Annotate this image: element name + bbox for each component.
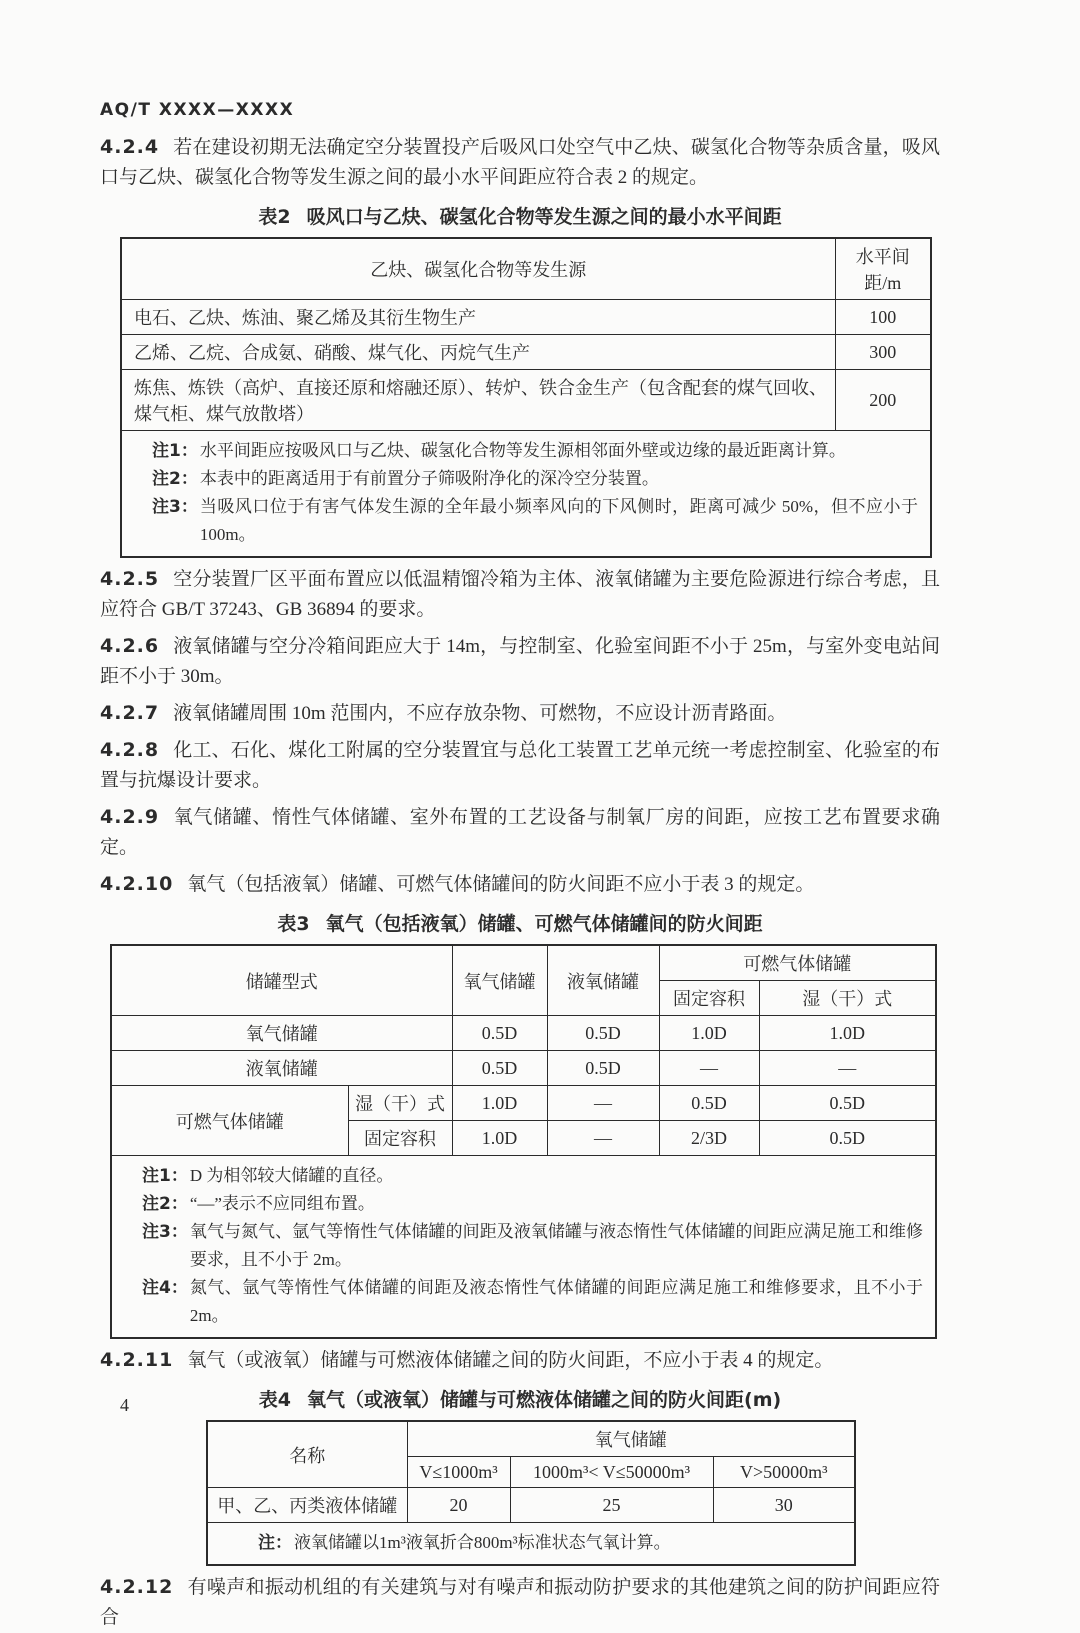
table3-cell: 1.0D (452, 1121, 547, 1156)
table3-caption-text: 氧气（包括液氧）储罐、可燃气体储罐间的防火间距 (325, 913, 763, 935)
note-text: “—”表示不应同组布置。 (189, 1194, 375, 1213)
note-text: D 为相邻较大储罐的直径。 (189, 1166, 394, 1185)
table-note (142, 1190, 923, 1218)
table3-cell: 0.5D (452, 1016, 547, 1051)
table-row (111, 1016, 936, 1051)
note-text: 水平间距应按吸风口与乙炔、碳氢化合物等发生源相邻面外壁或边缘的最近距离计算。 (199, 441, 846, 460)
table2-cell-distance: 200 (835, 370, 931, 431)
clause-text: 空分装置厂区平面布置应以低温精馏冷箱为主体、液氧储罐为主要危险源进行综合考虑，且应符合 GB/T 37243、GB 36894 的要求。 (100, 569, 940, 620)
table3-cell: 0.5D (547, 1051, 659, 1086)
table3-header-lox: 液氧储罐 (547, 945, 659, 1016)
table3-header-wetdry: 湿（干）式 (759, 981, 936, 1016)
table3-cell: 1.0D (452, 1086, 547, 1121)
clause-number: 4.2.8 (100, 739, 160, 761)
table-row (111, 1051, 936, 1086)
table3-cell: 0.5D (759, 1086, 936, 1121)
table2-cell-distance: 300 (835, 335, 931, 370)
note-text: 氧气与氮气、氩气等惰性气体储罐的间距及液氧储罐与液态惰性气体储罐的间距应满足施工和维修要求，且不小于 2m。 (189, 1222, 923, 1269)
clause-4-2-5 (100, 564, 940, 625)
table3-caption-label: 表3 (277, 913, 310, 935)
table-note (258, 1529, 842, 1557)
table4-header-oxygen: 氧气储罐 (407, 1421, 855, 1457)
note-label: 注3： (142, 1222, 188, 1242)
clause-text: 液氧储罐周围 10m 范围内，不应存放杂物、可燃物，不应设计沥青路面。 (173, 703, 787, 724)
table4-cell: 20 (407, 1488, 510, 1523)
table-4 (206, 1420, 856, 1566)
clause-text: 氧气储罐、惰性气体储罐、室外布置的工艺设备与制氧厂房的间距，应按工艺布置要求确定。 (100, 807, 940, 858)
table3-cell: — (547, 1121, 659, 1156)
table3-row-label: 氧气储罐 (111, 1016, 452, 1051)
table-note (152, 437, 918, 465)
note-label: 注4： (142, 1278, 188, 1298)
clause-4-2-10 (100, 869, 940, 900)
note-text: 本表中的距离适用于有前置分子筛吸附净化的深冷空分装置。 (199, 469, 659, 488)
table2-cell-source: 炼焦、炼铁（高炉、直接还原和熔融还原）、转炉、铁合金生产（包含配套的煤气回收、煤气柜、煤气放散塔） (121, 370, 835, 431)
clause-number: 4.2.5 (100, 568, 160, 590)
note-text: 当吸风口位于有害气体发生源的全年最小频率风向的下风侧时，距离可减少 50%，但不应小于 100m。 (199, 497, 918, 544)
table2-cell-source: 电石、乙炔、炼油、聚乙烯及其衍生物生产 (121, 300, 835, 335)
note-label: 注1： (142, 1166, 188, 1186)
table4-caption (100, 1388, 940, 1412)
table2-caption-text: 吸风口与乙炔、碳氢化合物等发生源之间的最小水平间距 (306, 206, 782, 228)
table2-cell-source: 乙烯、乙烷、合成氨、硝酸、煤气化、丙烷气生产 (121, 335, 835, 370)
clause-number: 4.2.4 (100, 136, 160, 158)
note-label: 注3： (152, 497, 198, 517)
table3-row-sublabel: 湿（干）式 (348, 1086, 452, 1121)
clause-4-2-4 (100, 132, 940, 193)
table-2 (120, 237, 932, 558)
clause-text: 氧气（或液氧）储罐与可燃液体储罐之间的防火间距，不应小于表 4 的规定。 (187, 1350, 834, 1371)
table3-header-flammable: 可燃气体储罐 (659, 945, 936, 981)
table3-cell: — (547, 1086, 659, 1121)
clause-number: 4.2.7 (100, 702, 160, 724)
table2-notes-cell (121, 431, 931, 558)
clause-number: 4.2.6 (100, 635, 160, 657)
table2-header-source: 乙炔、碳氢化合物等发生源 (121, 238, 835, 300)
table4-caption-label: 表4 (258, 1389, 292, 1411)
table2-caption (100, 205, 940, 229)
table-row (121, 300, 931, 335)
table2-cell-distance: 100 (835, 300, 931, 335)
table4-header-v3: V>50000m³ (713, 1457, 855, 1488)
table4-header-v2: 1000m³< V≤50000m³ (510, 1457, 713, 1488)
table3-cell: 0.5D (547, 1016, 659, 1051)
clause-text: 有噪声和振动机组的有关建筑与对有噪声和振动防护要求的其他建筑之间的防护间距应符合 (100, 1577, 940, 1628)
table3-cell: 0.5D (759, 1121, 936, 1156)
clause-number: 4.2.9 (100, 806, 160, 828)
table3-header-oxygen: 氧气储罐 (452, 945, 547, 1016)
table-note (142, 1274, 923, 1330)
clause-text: 液氧储罐与空分冷箱间距应大于 14m，与控制室、化验室间距不小于 25m，与室外变电站间距不小于 30m。 (100, 636, 940, 687)
note-text: 氮气、氩气等惰性气体储罐的间距及液态惰性气体储罐的间距应满足施工和维修要求，且不小于 2m。 (189, 1278, 923, 1325)
clause-number: 4.2.11 (100, 1349, 174, 1371)
table2-caption-label: 表2 (258, 206, 291, 228)
clause-4-2-8 (100, 735, 940, 796)
table4-caption-text: 氧气（或液氧）储罐与可燃液体储罐之间的防火间距(m) (307, 1389, 782, 1411)
table3-row-label: 液氧储罐 (111, 1051, 452, 1086)
table3-header-type: 储罐型式 (111, 945, 452, 1016)
note-label: 注： (258, 1533, 292, 1553)
clause-number: 4.2.10 (100, 873, 174, 895)
table4-header-name: 名称 (207, 1421, 407, 1488)
table3-cell: 1.0D (659, 1016, 759, 1051)
table4-header-v1: V≤1000m³ (407, 1457, 510, 1488)
table3-cell: 0.5D (452, 1051, 547, 1086)
clause-text: 若在建设初期无法确定空分装置投产后吸风口处空气中乙炔、碳氢化合物等杂质含量，吸风口与乙炔、碳氢化合物等发生源之间的最小水平间距应符合表 2 的规定。 (100, 137, 940, 188)
table-row (121, 335, 931, 370)
note-label: 注2： (142, 1194, 188, 1214)
table3-notes-cell (111, 1156, 936, 1339)
table4-notes-cell (207, 1523, 855, 1566)
page-number: 4 (120, 1395, 129, 1415)
table4-cell: 30 (713, 1488, 855, 1523)
table4-header-row (207, 1421, 855, 1457)
table3-header-row (111, 945, 936, 981)
table2-header-distance: 水平间距/m (835, 238, 931, 300)
clause-4-2-12 (100, 1572, 940, 1633)
table3-caption (100, 912, 940, 936)
note-text: 液氧储罐以1m³液氧折合800m³标准状态气氧计算。 (294, 1533, 671, 1552)
table4-row-name: 甲、乙、丙类液体储罐 (207, 1488, 407, 1523)
table2-notes-row (121, 431, 931, 558)
table-row (111, 1086, 936, 1121)
table-note (142, 1162, 923, 1190)
table3-row-group: 可燃气体储罐 (111, 1086, 348, 1156)
clause-4-2-7 (100, 698, 940, 729)
note-label: 注1： (152, 441, 198, 461)
table3-cell: 2/3D (659, 1121, 759, 1156)
clause-4-2-6 (100, 631, 940, 692)
clause-4-2-9 (100, 802, 940, 863)
table3-cell: 1.0D (759, 1016, 936, 1051)
table3-cell: 0.5D (659, 1086, 759, 1121)
table4-cell: 25 (510, 1488, 713, 1523)
table3-header-fixed: 固定容积 (659, 981, 759, 1016)
table-row (207, 1488, 855, 1523)
table3-notes-row (111, 1156, 936, 1339)
note-label: 注2： (152, 469, 198, 489)
table-note (152, 465, 918, 493)
clause-number: 4.2.12 (100, 1576, 174, 1598)
table-row (121, 370, 931, 431)
table3-cell: — (759, 1051, 936, 1086)
table4-notes-row (207, 1523, 855, 1566)
clause-4-2-11 (100, 1345, 940, 1376)
doc-header: AQ/T XXXX—XXXX (100, 100, 295, 120)
table2-header-row (121, 238, 931, 300)
clause-text: 氧气（包括液氧）储罐、可燃气体储罐间的防火间距不应小于表 3 的规定。 (187, 874, 815, 895)
table-note (142, 1218, 923, 1274)
table3-row-sublabel: 固定容积 (348, 1121, 452, 1156)
table-3 (110, 944, 937, 1339)
table3-cell: — (659, 1051, 759, 1086)
table-note (152, 493, 918, 549)
clause-text: 化工、石化、煤化工附属的空分装置宜与总化工装置工艺单元统一考虑控制室、化验室的布置与抗爆设计要求。 (100, 740, 940, 791)
